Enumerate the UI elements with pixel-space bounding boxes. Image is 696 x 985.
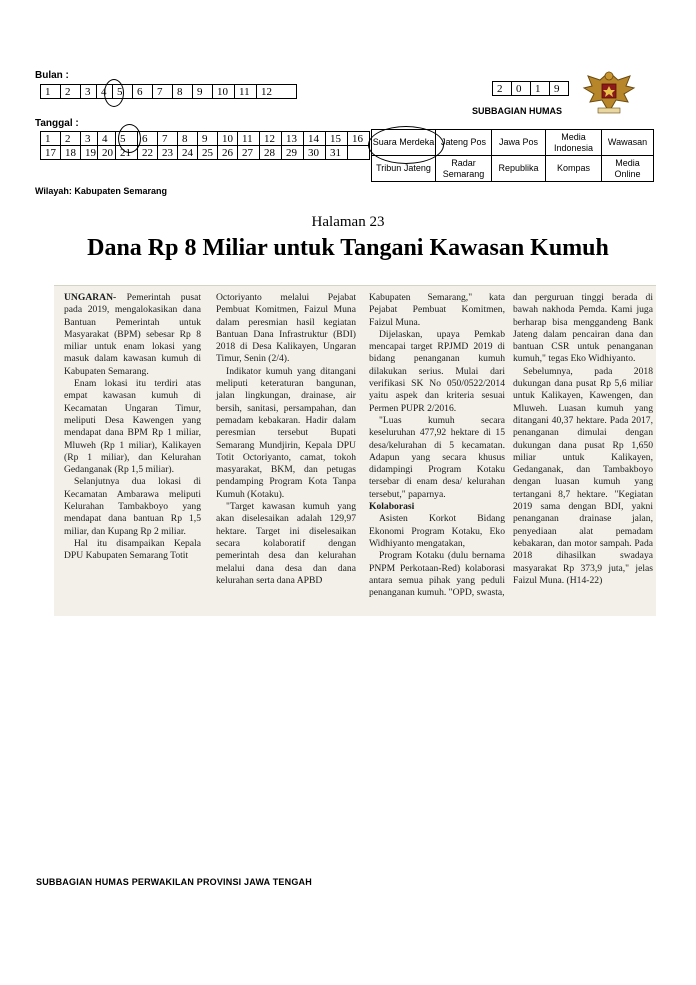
date-cell: 28	[260, 146, 282, 160]
footer-text: SUBBAGIAN HUMAS PERWAKILAN PROVINSI JAWA TENGAH	[36, 877, 312, 887]
date-cell: 22	[138, 146, 158, 160]
date-grid	[40, 131, 370, 160]
month-grid	[40, 84, 297, 99]
date-cell: 31	[326, 146, 348, 160]
article-paragraph: Asisten Korkot Bidang Ekonomi Program Kotaku, Eko Widhiyanto mengatakan,	[369, 513, 505, 549]
year-digit-cell: 2	[493, 82, 512, 96]
date-cell: 17	[41, 146, 61, 160]
garuda-logo	[580, 66, 638, 118]
media-cell: Jateng Pos	[436, 130, 492, 156]
date-cell: 6	[138, 132, 158, 146]
date-cell: 20	[98, 146, 116, 160]
date-cell: 25	[198, 146, 218, 160]
month-cell: 6	[133, 85, 153, 99]
newspaper-clipping	[54, 285, 656, 616]
article-title: Dana Rp 8 Miliar untuk Tangani Kawasan Kumuh	[87, 235, 609, 261]
date-cell: 11	[238, 132, 260, 146]
article-paragraph: Enam lokasi itu terdiri atas empat kawasan kumuh di Kecamatan Ungaran Timur, meliputi Desa Kawengen yang mendapat dana BPM Rp 1 miliar, Mluweh (Rp 1 miliar), Kalikayen (Rp 1 miliar), dan Kelurahan Gedanganak (Rp 1,5 miliar).	[64, 378, 201, 476]
month-cell: 11	[235, 85, 257, 99]
article-paragraph: dan perguruan tinggi berada di bawah nakhoda Pemda. Kami juga berharap bisa menggandeng Bank Jateng dalam pencairan dana dan bantuan CSR untuk penanganan kumuh," tegas Eko Widhiyanto.	[513, 292, 653, 365]
month-cell: 12	[257, 85, 297, 99]
article-paragraph: Kabupaten Semarang," kata Pejabat Pembuat Komitmen, Faizul Muna.	[369, 292, 505, 328]
date-cell: 18	[61, 146, 81, 160]
selected-media-circle	[368, 126, 444, 164]
year-digit-cell: 1	[531, 82, 550, 96]
media-cell: Republika	[492, 156, 546, 182]
month-cell: 8	[173, 85, 193, 99]
media-cell: Tribun Jateng	[372, 156, 436, 182]
month-cell: 2	[61, 85, 81, 99]
article-paragraph: Octoriyanto melalui Pejabat Pembuat Komitmen, Faizul Muna dalam peresmian hasil kegiatan Bantuan Dana Infrastruktur (BDI) 2018 di Desa Kalikayen, Ungaran Timur, Senin (2/4).	[216, 292, 356, 365]
date-cell: 13	[282, 132, 304, 146]
selected-date-circle	[118, 124, 141, 153]
date-cell: 14	[304, 132, 326, 146]
article-subheading: Kolaborasi	[369, 501, 415, 513]
date-cell: 16	[348, 132, 370, 146]
article-column-3	[369, 292, 505, 599]
bulan-label: Bulan :	[35, 70, 69, 81]
article-column-2	[216, 292, 356, 587]
article-paragraph: Indikator kumuh yang ditangani meliputi keteraturan bangunan, jalan lingkungan, drainase, air bersih, sanitasi, persampahan, dan pemadam kebakaran. Hadir dalam peresmian tersebut Bupati Semarang Mundjirin, Kepala DPU Totit Octoriyanto, camat, tokoh masyarakat, BKM, dan petugas pendamping Program Kota Tanpa Kumuh (Kotaku).	[216, 365, 356, 500]
article-paragraph: UNGARAN- Pemerintah pusat pada 2019, mengalokasikan dana Bantuan Pemerintah untuk Masyarakat (BPM) sebesar Rp 8 miliar untuk enam lokasi yang masuk dalam kawasan kumuh di Kabupaten Semarang.	[64, 292, 201, 377]
date-cell: 30	[304, 146, 326, 160]
date-cell: 19	[81, 146, 98, 160]
month-cell: 9	[193, 85, 213, 99]
page-number: Halaman 23	[311, 214, 385, 230]
wilayah-label: Wilayah: Kabupaten Semarang	[35, 186, 167, 196]
media-cell: Media Indonesia	[546, 130, 602, 156]
media-cell: Suara Merdeka	[372, 130, 436, 156]
month-cell: 10	[213, 85, 235, 99]
date-cell: 10	[218, 132, 238, 146]
media-cell: Radar Semarang	[436, 156, 492, 182]
org-label: SUBBAGIAN HUMAS	[472, 106, 562, 116]
date-cell: 15	[326, 132, 348, 146]
date-cell: 26	[218, 146, 238, 160]
date-cell: 4	[98, 132, 116, 146]
article-paragraph: "Luas kumuh secara keseluruhan 477,92 hektare di 15 desa/kelurahan di 5 kecamatan. Adapun yang secara khusus didampingi Program Kotaku tersebar di enam desa/ kelurahan tersebut," paparnya.	[369, 414, 505, 500]
date-cell: 29	[282, 146, 304, 160]
year-digit-cell: 0	[512, 82, 531, 96]
year-digit-cell: 9	[550, 82, 569, 96]
article-column-1	[64, 292, 201, 563]
date-cell: 21	[116, 146, 138, 160]
article-paragraph: Selanjutnya dua lokasi di Kecamatan Ambarawa meliputi Kelurahan Tambakboyo yang mendapat dana bantuan Rp 1,5 miliar, dan Kupang Rp 2 miliar.	[64, 476, 201, 537]
article-paragraph: Sebelumnya, pada 2018 dukungan dana pusat Rp 5,6 miliar untuk Kalikayen, Kawengen, dan Mluweh. Luasan kumuh yang ditangani 40,37 hektare. Pada 2017, penanganan dimulai dengan dukungan dana pusat Rp 1,650 miliar untuk Kalikayen, Gedanganak, dan Tambakboyo dengan luasan kumuh yang tertangani 8,7 hektare. "Kegiatan 2019 sama dengan BDI, yakni penanganan drainase jalan, penyediaan alat pemadam kebakaran, dan motor sampah. Pada 2018 dihasilkan swadaya masyarakat Rp 373,9 juta," jelas Faizul Muna. (H14-22)	[513, 365, 653, 586]
article-paragraph: Hal itu disampaikan Kepala DPU Kabupaten Semarang Totit	[64, 537, 201, 562]
article-column-4	[513, 292, 653, 587]
media-cell: Kompas	[546, 156, 602, 182]
month-cell: 1	[41, 85, 61, 99]
date-cell: 2	[61, 132, 81, 146]
media-cell: Wawasan	[602, 130, 654, 156]
article-paragraph: "Target kawasan kumuh yang akan diselesaikan adalah 129,97 hektare. Target ini diselesaikan secara kolaboratif dengan pemerintah desa dan kelurahan melalui dana desa dan dana kelurahan serta dana APBD	[216, 501, 356, 586]
media-cell: Jawa Pos	[492, 130, 546, 156]
date-cell: 3	[81, 132, 98, 146]
media-cell: Media Online	[602, 156, 654, 182]
month-cell: 4	[97, 85, 113, 99]
article-paragraph: Program Kotaku (dulu bernama PNPM Perkotaan-Red) kolaborasi antara semua pihak yang peduli penanganan kumuh. "OPD, swasta,	[369, 550, 505, 599]
date-cell: 1	[41, 132, 61, 146]
date-cell: 24	[178, 146, 198, 160]
month-cell: 5	[113, 85, 133, 99]
date-cell: 8	[178, 132, 198, 146]
year-grid	[492, 81, 569, 96]
selected-month-circle	[104, 79, 124, 107]
tanggal-label: Tanggal :	[35, 118, 79, 129]
date-cell: 12	[260, 132, 282, 146]
date-cell	[348, 146, 370, 160]
month-cell: 3	[81, 85, 97, 99]
article-paragraph: Dijelaskan, upaya Pemkab mencapai target RPJMD 2019 di bidang penanganan kumuh dilakukan serius. Mulai dari verifikasi SK No 050/0522/2014 yaitu aspek dan kriteria sesuai Permen PUPR 2/2016.	[369, 328, 505, 414]
date-cell: 7	[158, 132, 178, 146]
date-cell: 27	[238, 146, 260, 160]
date-cell: 23	[158, 146, 178, 160]
month-cell: 7	[153, 85, 173, 99]
date-cell: 9	[198, 132, 218, 146]
date-cell: 5	[116, 132, 138, 146]
